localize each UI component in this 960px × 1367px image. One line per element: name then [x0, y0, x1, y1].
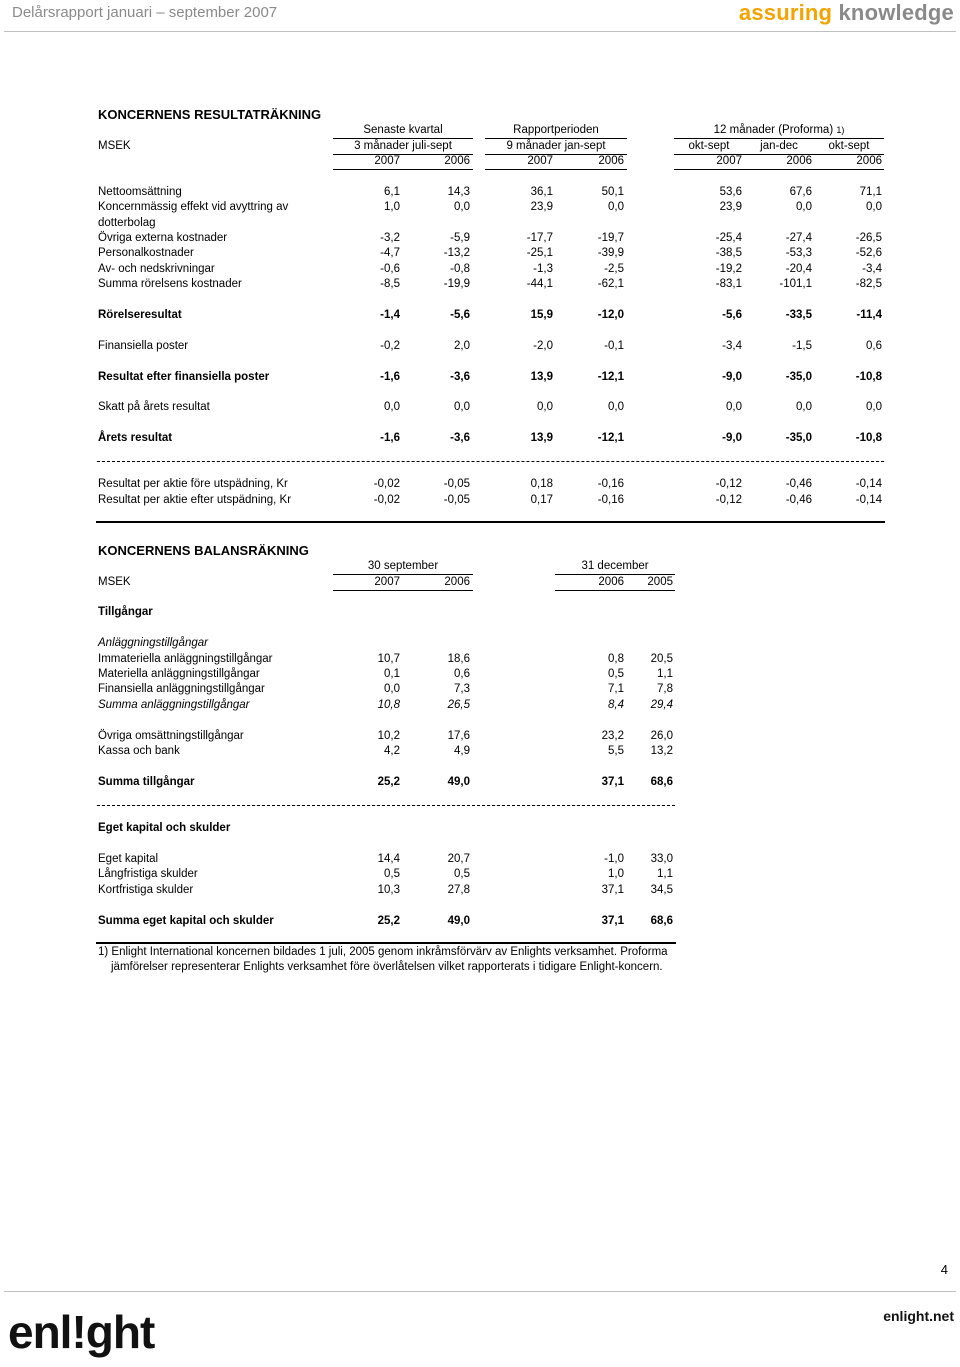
report-title: Delårsrapport januari – september 2007: [12, 4, 278, 21]
row-value: 10,7: [377, 653, 400, 665]
row-value: 29,4: [650, 699, 673, 711]
row-value: -35,0: [785, 371, 812, 383]
row-value: 0,6: [454, 668, 470, 680]
row-value: -0,02: [373, 494, 400, 506]
row-value: -0,46: [785, 494, 812, 506]
sub-header: 3 månader juli-sept: [354, 140, 452, 152]
row-label: Materiella anläggningstillgångar: [98, 668, 260, 680]
row-value: 0,6: [866, 340, 882, 352]
row-value: -0,16: [597, 494, 624, 506]
row-value: -27,4: [785, 232, 812, 244]
row-label: Resultat efter finansiella poster: [98, 371, 270, 383]
row-value: -5,6: [722, 309, 742, 321]
row-label: Kassa och bank: [98, 745, 180, 757]
row-label: Eget kapital och skulder: [98, 822, 231, 834]
row-value: 14,4: [377, 853, 400, 865]
row-value: -2,0: [533, 340, 553, 352]
row-value: -10,8: [855, 371, 882, 383]
row-value: 0,18: [530, 478, 553, 490]
row-value: 68,6: [650, 915, 673, 927]
row-value: 4,9: [454, 745, 470, 757]
sub-header: 9 månader jan-sept: [506, 140, 606, 152]
row-value: -1,3: [533, 263, 553, 275]
group-header: Rapportperioden: [513, 124, 599, 136]
row-value: 33,0: [650, 853, 673, 865]
row-value: -3,4: [722, 340, 742, 352]
row-label: Immateriella anläggningstillgångar: [98, 653, 273, 665]
row-value: -53,3: [785, 247, 812, 259]
row-value: 23,9: [530, 201, 553, 213]
row-value: 13,2: [650, 745, 673, 757]
row-label: Rörelseresultat: [98, 309, 182, 321]
row-value: 5,5: [608, 745, 624, 757]
row-value: -0,8: [450, 263, 470, 275]
row-value: 7,8: [657, 683, 673, 695]
row-label: Av- och nedskrivningar: [98, 263, 215, 275]
sub-header: jan-dec: [760, 140, 798, 152]
row-value: -3,2: [380, 232, 400, 244]
footer-site-link: enlight.net: [883, 1308, 954, 1324]
row-value: -0,2: [380, 340, 400, 352]
row-value: -25,1: [526, 247, 553, 259]
row-label: Finansiella anläggningstillgångar: [98, 683, 265, 695]
row-value: 37,1: [601, 884, 624, 896]
row-value: 0,17: [530, 494, 553, 506]
row-value: -12,1: [597, 371, 624, 383]
row-value: -3,4: [862, 263, 882, 275]
row-label: Finansiella poster: [98, 340, 189, 352]
row-value: 67,6: [789, 186, 812, 198]
row-value: -17,7: [526, 232, 553, 244]
row-value: -39,9: [597, 247, 624, 259]
year-header: 2007: [374, 576, 400, 588]
header-rule: [333, 169, 473, 170]
row-label: Nettoomsättning: [98, 186, 182, 198]
row-value: 0,5: [454, 868, 470, 880]
header-rule: [333, 138, 473, 139]
row-label: dotterbolag: [98, 217, 156, 229]
row-value: 1,1: [657, 668, 673, 680]
row-value: -5,9: [450, 232, 470, 244]
msek-label: MSEK: [98, 576, 131, 588]
group-header: 12 månader (Proforma): [713, 124, 834, 136]
row-value: 0,0: [866, 401, 882, 413]
row-value: 18,6: [447, 653, 470, 665]
row-value: -82,5: [855, 278, 882, 290]
row-value: 4,2: [384, 745, 400, 757]
row-label: Summa anläggningstillgångar: [98, 699, 250, 711]
row-value: 0,0: [796, 201, 812, 213]
row-value: -0,12: [715, 494, 742, 506]
header-divider: [4, 31, 956, 32]
row-value: -0,16: [597, 478, 624, 490]
row-value: -5,6: [450, 309, 470, 321]
row-value: 10,8: [377, 699, 400, 711]
row-label: Summa tillgångar: [98, 776, 195, 788]
row-value: 26,5: [447, 699, 470, 711]
row-value: 17,6: [447, 730, 470, 742]
row-value: -33,5: [785, 309, 812, 321]
row-value: -0,02: [373, 478, 400, 490]
row-value: -1,5: [792, 340, 812, 352]
row-value: 49,0: [447, 776, 470, 788]
header-rule: [485, 169, 627, 170]
row-value: -83,1: [715, 278, 742, 290]
sub-header: okt-sept: [688, 140, 730, 152]
msek-label: MSEK: [98, 140, 131, 152]
row-value: -26,5: [855, 232, 882, 244]
header-rule: [333, 574, 473, 575]
row-value: 37,1: [601, 776, 624, 788]
row-value: 8,4: [608, 699, 624, 711]
row-value: -4,7: [380, 247, 400, 259]
year-header: 2007: [527, 155, 553, 167]
row-label: Övriga omsättningstillgångar: [98, 730, 244, 742]
row-value: 49,0: [447, 915, 470, 927]
row-value: 0,0: [454, 201, 470, 213]
row-value: -25,4: [715, 232, 742, 244]
row-value: -0,05: [443, 478, 470, 490]
row-value: 0,5: [384, 868, 400, 880]
row-value: -12,0: [597, 309, 624, 321]
row-label: Koncernmässig effekt vid avyttring av: [98, 201, 289, 213]
row-value: 37,1: [601, 915, 624, 927]
header-rule: [485, 138, 627, 139]
row-value: -0,14: [855, 494, 882, 506]
row-value: 10,2: [377, 730, 400, 742]
row-value: -38,5: [715, 247, 742, 259]
row-label: Resultat per aktie före utspädning, Kr: [98, 478, 288, 490]
row-value: 0,0: [537, 401, 553, 413]
row-value: 50,1: [601, 186, 624, 198]
balance-sheet-title: KONCERNENS BALANSRÄKNING: [98, 543, 309, 558]
row-value: 25,2: [377, 776, 400, 788]
row-value: 13,9: [530, 432, 553, 444]
row-value: 1,1: [657, 868, 673, 880]
header-rule: [674, 154, 884, 155]
header-rule: [555, 590, 675, 591]
enlight-logo: enl!ght: [8, 1306, 155, 1358]
row-label: Resultat per aktie efter utspädning, Kr: [98, 494, 292, 506]
row-value: 7,3: [454, 683, 470, 695]
row-value: -3,6: [450, 371, 470, 383]
brand-word-1: assuring: [738, 0, 833, 25]
row-value: -13,2: [443, 247, 470, 259]
group-header: 31 december: [581, 560, 649, 572]
header-rule: [555, 574, 675, 575]
row-value: -20,4: [785, 263, 812, 275]
row-label: Kortfristiga skulder: [98, 884, 194, 896]
row-value: -19,9: [443, 278, 470, 290]
row-value: 10,3: [377, 884, 400, 896]
row-value: 36,1: [530, 186, 553, 198]
row-value: 34,5: [650, 884, 673, 896]
row-value: -52,6: [855, 247, 882, 259]
row-value: 0,0: [608, 401, 624, 413]
row-value: -0,12: [715, 478, 742, 490]
row-value: 27,8: [447, 884, 470, 896]
row-label: Anläggningstillgångar: [98, 637, 208, 649]
row-value: 7,1: [608, 683, 624, 695]
group-header: Senaste kvartal: [363, 124, 443, 136]
year-header: 2006: [786, 155, 812, 167]
page-number: 4: [940, 1262, 948, 1277]
row-label: Årets resultat: [98, 432, 173, 444]
row-label: Skatt på årets resultat: [98, 401, 210, 413]
header-rule: [674, 169, 884, 170]
row-value: -0,6: [380, 263, 400, 275]
row-value: 0,1: [384, 668, 400, 680]
row-value: -2,5: [604, 263, 624, 275]
row-value: -1,0: [604, 853, 624, 865]
row-value: 13,9: [530, 371, 553, 383]
year-header: 2006: [444, 155, 470, 167]
row-value: 0,0: [384, 401, 400, 413]
row-label: Summa rörelsens kostnader: [98, 278, 242, 290]
header-rule: [333, 590, 473, 591]
row-value: -0,1: [604, 340, 624, 352]
dashed-separator: [97, 805, 675, 806]
sub-header: okt-sept: [828, 140, 870, 152]
header-rule: [674, 138, 884, 139]
footnote-line-1: 1) Enlight International koncernen bildades 1 juli, 2005 genom inkråmsförvärv av Enlights verksamhet. Proforma: [98, 946, 668, 958]
row-value: 2,0: [454, 340, 470, 352]
row-value: -10,8: [855, 432, 882, 444]
row-label: Tillgångar: [98, 606, 153, 618]
group-header-proforma: [674, 124, 884, 136]
row-value: 0,8: [608, 653, 624, 665]
row-value: -19,7: [597, 232, 624, 244]
row-value: 53,6: [719, 186, 742, 198]
year-header: 2006: [856, 155, 882, 167]
footnote-separator: [96, 942, 676, 944]
row-value: -12,1: [597, 432, 624, 444]
row-value: -1,6: [380, 371, 400, 383]
row-value: -1,4: [380, 309, 400, 321]
brand-tagline: [739, 0, 954, 26]
row-label: Långfristiga skulder: [98, 868, 198, 880]
year-header: 2005: [647, 576, 673, 588]
year-header: 2006: [444, 576, 470, 588]
row-value: -8,5: [380, 278, 400, 290]
row-value: -44,1: [526, 278, 553, 290]
brand-word-2: knowledge: [838, 0, 954, 25]
row-value: 0,0: [384, 683, 400, 695]
row-value: -9,0: [722, 371, 742, 383]
row-label: Eget kapital: [98, 853, 159, 865]
footer-divider: [4, 1291, 956, 1292]
row-value: -3,6: [450, 432, 470, 444]
row-value: 14,3: [447, 186, 470, 198]
year-header: 2006: [598, 155, 624, 167]
row-value: 20,7: [447, 853, 470, 865]
row-value: 68,6: [650, 776, 673, 788]
row-value: 6,1: [384, 186, 400, 198]
footnote-line-2: jämförelser representerar Enlights verksamhet före överlåtelsen vilket rapporterats i tidigare Enlight-koncern.: [111, 961, 663, 973]
row-value: -101,1: [779, 278, 812, 290]
income-statement-title: KONCERNENS RESULTATRÄKNING: [98, 107, 322, 122]
row-value: -9,0: [722, 432, 742, 444]
row-value: 23,2: [601, 730, 624, 742]
row-value: 0,0: [454, 401, 470, 413]
row-value: -0,14: [855, 478, 882, 490]
section-separator: [96, 521, 885, 523]
row-label: Personalkostnader: [98, 247, 194, 259]
row-value: -1,6: [380, 432, 400, 444]
row-value: 0,0: [726, 401, 742, 413]
row-value: -35,0: [785, 432, 812, 444]
row-value: 71,1: [859, 186, 882, 198]
proforma-note-ref: 1): [836, 125, 845, 135]
row-value: 0,0: [608, 201, 624, 213]
row-value: 1,0: [384, 201, 400, 213]
row-value: 1,0: [608, 868, 624, 880]
row-value: -62,1: [597, 278, 624, 290]
row-value: -0,46: [785, 478, 812, 490]
year-header: 2007: [374, 155, 400, 167]
row-value: 23,9: [719, 201, 742, 213]
row-value: 0,0: [796, 401, 812, 413]
year-header: 2007: [716, 155, 742, 167]
year-header: 2006: [598, 576, 624, 588]
row-label: Summa eget kapital och skulder: [98, 915, 274, 927]
row-value: -0,05: [443, 494, 470, 506]
row-value: -19,2: [715, 263, 742, 275]
row-value: 0,5: [608, 668, 624, 680]
row-value: 26,0: [650, 730, 673, 742]
row-value: 20,5: [650, 653, 673, 665]
dashed-separator: [97, 461, 884, 462]
row-value: 15,9: [530, 309, 553, 321]
row-value: 25,2: [377, 915, 400, 927]
group-header: 30 september: [367, 560, 439, 572]
row-label: Övriga externa kostnader: [98, 232, 228, 244]
row-value: 0,0: [866, 201, 882, 213]
row-value: -11,4: [856, 309, 882, 321]
